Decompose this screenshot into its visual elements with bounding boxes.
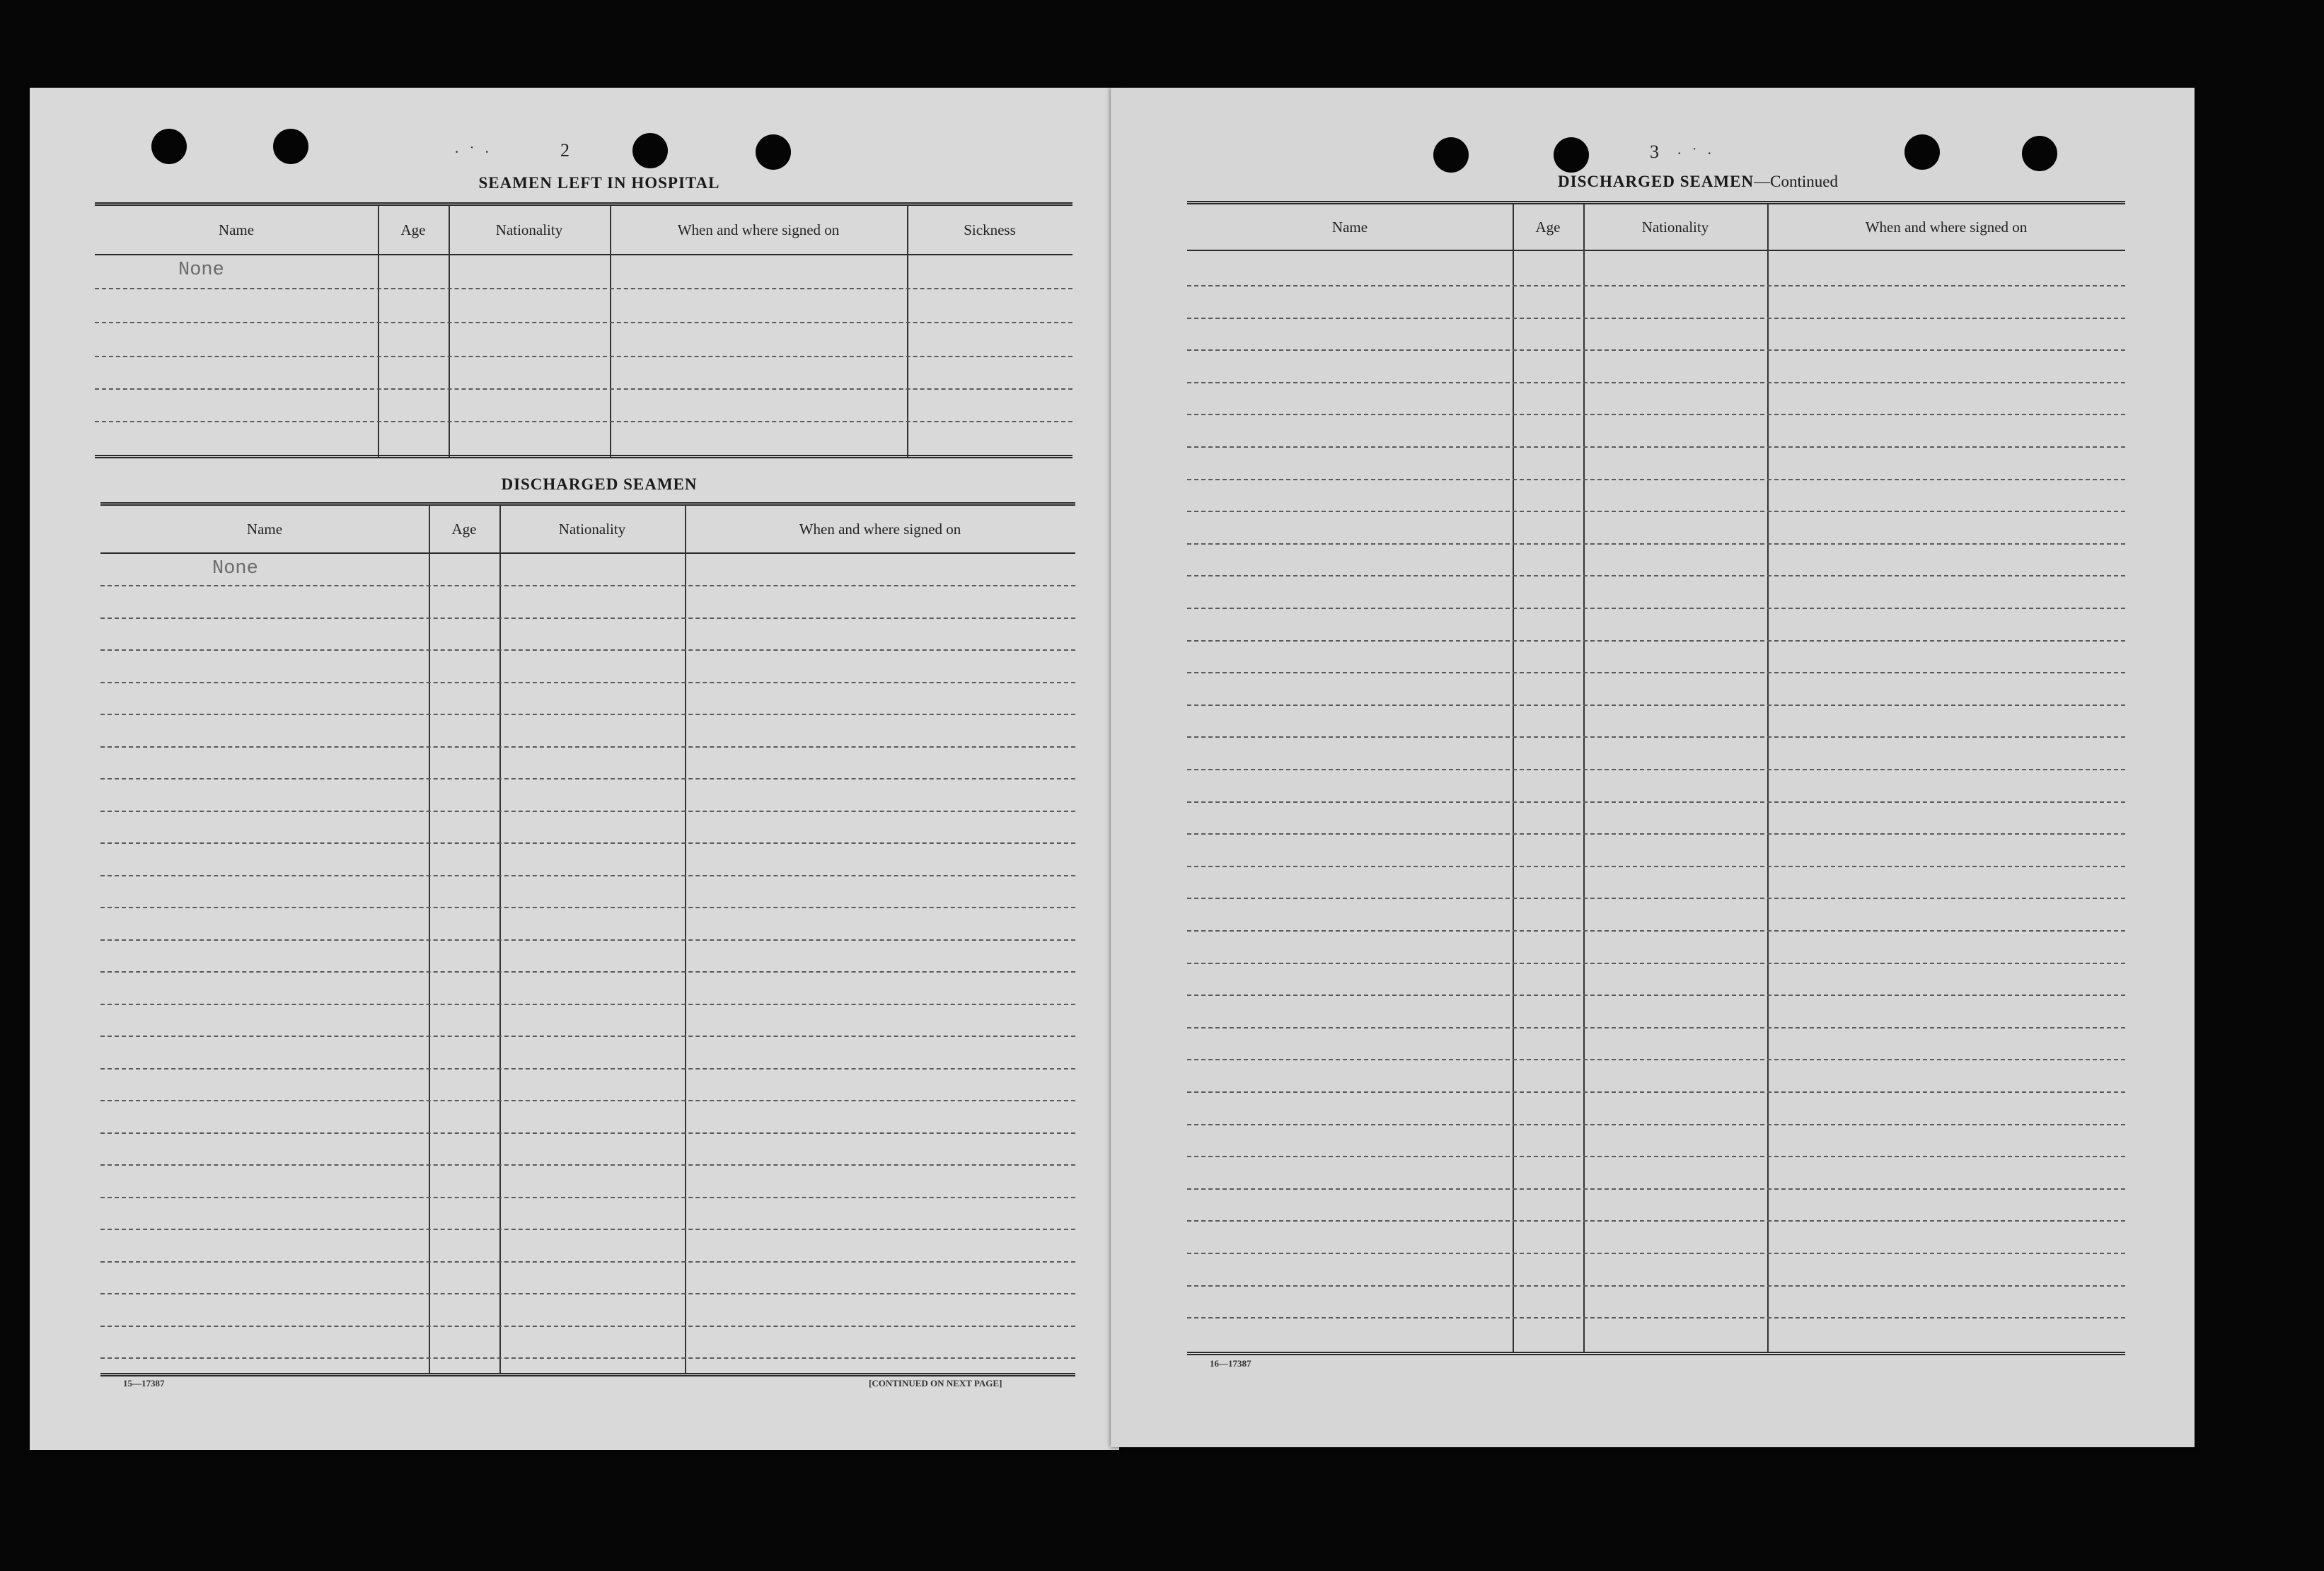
punch-hole xyxy=(1554,137,1589,173)
right-page xyxy=(1111,88,2195,1447)
punch-hole xyxy=(1433,137,1469,173)
ruled-line xyxy=(100,746,1075,748)
ruled-line xyxy=(100,618,1075,619)
ruled-line xyxy=(1187,898,2125,899)
column-header-sickness: Sickness xyxy=(964,221,1016,238)
page-number: 2 xyxy=(560,140,570,161)
ruled-line xyxy=(95,356,1073,357)
ruled-line xyxy=(1187,608,2125,609)
ruled-line xyxy=(100,682,1075,683)
ruled-line xyxy=(1187,446,2125,448)
column-divider xyxy=(1583,204,1585,1353)
ruled-line xyxy=(95,388,1073,390)
table-bottom-rule xyxy=(1187,1352,2125,1355)
punch-hole xyxy=(1904,134,1940,170)
ruled-line xyxy=(1187,769,2125,770)
column-divider xyxy=(1767,204,1769,1353)
hospital-entry: None xyxy=(178,260,224,281)
column-header-nationality: Nationality xyxy=(558,520,626,538)
column-divider xyxy=(1513,204,1514,1353)
column-header-nationality: Nationality xyxy=(495,221,563,238)
punch-hole xyxy=(2022,136,2057,171)
column-header-age: Age xyxy=(400,221,426,238)
ruled-line xyxy=(100,585,1075,586)
ruled-line xyxy=(95,288,1073,289)
column-header-age: Age xyxy=(1535,218,1561,236)
ruled-line xyxy=(1187,1317,2125,1318)
ruled-line xyxy=(1187,575,2125,576)
ruled-line xyxy=(100,1100,1075,1101)
page-marks: ·˙· xyxy=(454,143,499,161)
ruled-line xyxy=(1187,1285,2125,1287)
discharged-continued-title xyxy=(1415,173,1981,191)
ruled-line xyxy=(1187,963,2125,964)
ruled-line xyxy=(1187,1220,2125,1222)
ruled-line xyxy=(1187,1091,2125,1093)
ruled-line xyxy=(1187,511,2125,512)
ruled-line xyxy=(1187,479,2125,480)
ruled-line xyxy=(1187,1156,2125,1157)
ruled-line xyxy=(100,939,1075,941)
form-number: 15—17387 xyxy=(123,1378,165,1389)
punch-hole xyxy=(273,129,308,164)
ruled-line xyxy=(1187,995,2125,996)
column-divider xyxy=(449,206,450,458)
ruled-line xyxy=(100,1229,1075,1230)
table-bottom-rule xyxy=(95,455,1073,458)
ruled-line xyxy=(1187,930,2125,932)
column-header-age: Age xyxy=(451,520,477,538)
ruled-line xyxy=(100,1197,1075,1198)
column-divider xyxy=(378,206,379,458)
hospital-table xyxy=(95,202,1073,460)
discharged-continued-header xyxy=(1187,204,2125,251)
form-number: 16—17387 xyxy=(1210,1358,1251,1369)
ruled-line xyxy=(100,649,1075,651)
column-divider xyxy=(907,206,908,458)
column-header-signed-on: When and where signed on xyxy=(677,221,840,238)
ruled-line xyxy=(1187,833,2125,835)
ruled-line xyxy=(100,714,1075,715)
ruled-line xyxy=(100,1004,1075,1005)
ruled-line xyxy=(1187,672,2125,673)
page-number: 3 xyxy=(1650,141,1659,162)
punch-hole xyxy=(756,134,791,170)
ruled-line xyxy=(1187,640,2125,642)
table-bottom-rule xyxy=(100,1373,1075,1376)
continued-note: [CONTINUED ON NEXT PAGE] xyxy=(869,1378,1002,1389)
ruled-line xyxy=(95,421,1073,422)
ruled-line xyxy=(1187,1188,2125,1190)
ruled-line xyxy=(100,778,1075,779)
discharged-entry: None xyxy=(212,558,258,579)
ruled-line xyxy=(1187,705,2125,706)
ruled-line xyxy=(1187,1124,2125,1125)
discharged-table xyxy=(100,502,1075,1379)
ruled-line xyxy=(100,1326,1075,1327)
ruled-line xyxy=(1187,285,2125,286)
ruled-line xyxy=(1187,801,2125,803)
discharged-continued-table xyxy=(1187,201,2125,1357)
ruled-line xyxy=(100,907,1075,908)
ruled-line xyxy=(1187,866,2125,867)
ruled-line xyxy=(100,842,1075,844)
ruled-line xyxy=(100,1036,1075,1037)
hospital-table-header xyxy=(95,206,1073,255)
ruled-line xyxy=(1187,414,2125,415)
ruled-line xyxy=(100,1293,1075,1294)
punch-hole xyxy=(151,129,187,164)
ruled-line xyxy=(1187,1027,2125,1028)
ruled-line xyxy=(100,1261,1075,1263)
hospital-section-title: SEAMEN LEFT IN HOSPITAL xyxy=(478,174,720,192)
punch-hole xyxy=(632,133,668,168)
ruled-line xyxy=(1187,349,2125,351)
ruled-line xyxy=(1187,1059,2125,1060)
ruled-line xyxy=(100,1357,1075,1359)
ruled-line xyxy=(100,1068,1075,1069)
ruled-line xyxy=(95,322,1073,323)
page-marks: ·˙· xyxy=(1677,144,1722,162)
discharged-continued-title-main: DISCHARGED SEAMEN xyxy=(1558,173,1754,190)
column-header-name: Name xyxy=(246,520,283,538)
ruled-line xyxy=(1187,736,2125,738)
column-divider xyxy=(610,206,611,458)
ruled-line xyxy=(100,1164,1075,1166)
discharged-continued-title-suffix: —Continued xyxy=(1754,173,1838,190)
column-header-signed-on: When and where signed on xyxy=(1865,218,2028,236)
ruled-line xyxy=(1187,318,2125,319)
ruled-line xyxy=(1187,382,2125,383)
column-header-nationality: Nationality xyxy=(1641,218,1709,236)
ruled-line xyxy=(1187,543,2125,545)
column-header-name: Name xyxy=(1331,218,1368,236)
left-page xyxy=(30,88,1119,1450)
ruled-line xyxy=(100,811,1075,812)
ruled-line xyxy=(100,1132,1075,1134)
discharged-table-header xyxy=(100,506,1075,554)
ruled-line xyxy=(100,875,1075,876)
column-header-signed-on: When and where signed on xyxy=(799,520,961,538)
ruled-line xyxy=(1187,1253,2125,1254)
ruled-line xyxy=(100,971,1075,973)
column-header-name: Name xyxy=(218,221,255,238)
discharged-section-title: DISCHARGED SEAMEN xyxy=(501,475,698,493)
